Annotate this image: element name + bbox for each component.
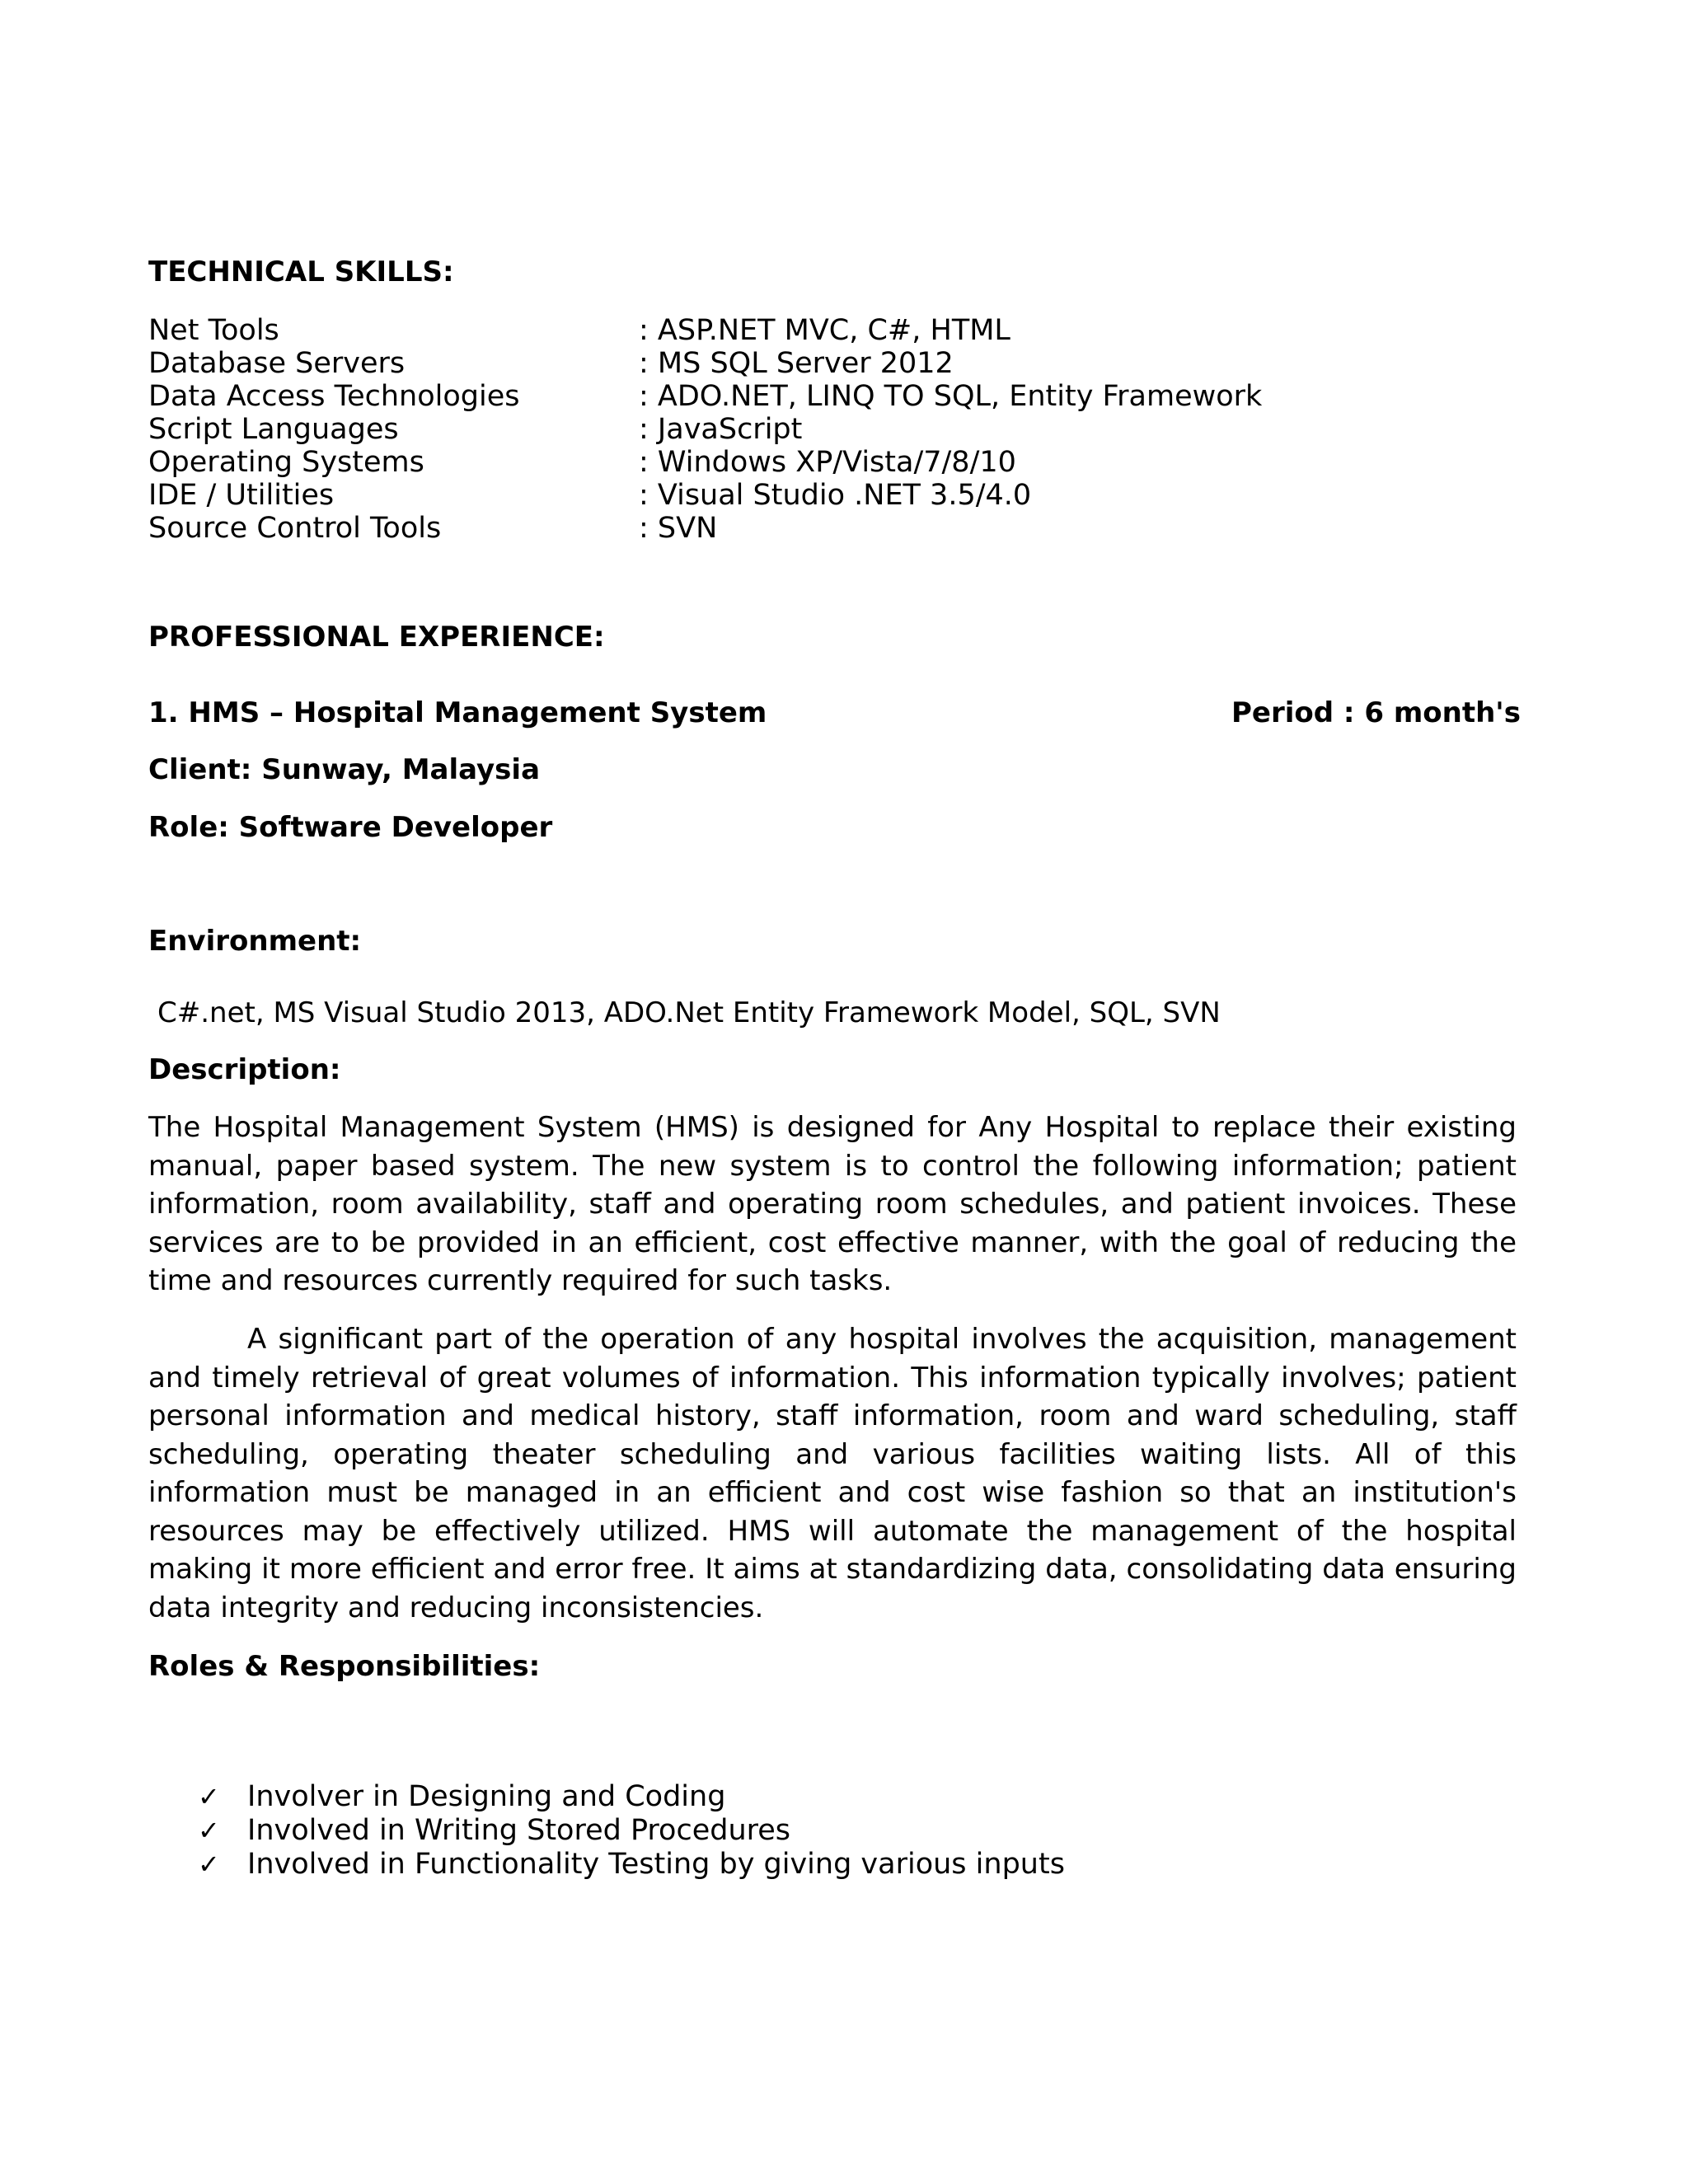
responsibility-text: Involved in Writing Stored Procedures (247, 1814, 791, 1847)
skill-label: Data Access Technologies (148, 380, 520, 413)
description-paragraph: A significant part of the operation of any hospital involves the acquisition, management and timely retrieval of great volumes of information. This information typically involves; patient personal information and medical history, staff information, room and ward scheduling, staff scheduling, operating theater scheduling and various facilities waiting lists. All of this information must be managed in an efficient and cost wise fashion so that an institution's resources may be effectively utilized. HMS will automate the management of the hospital making it more efficient and error free. It aims at standardizing data, consolidating data ensuring data integrity and reducing inconsistencies. (148, 1323, 1517, 1624)
technical-skills-heading: TECHNICAL SKILLS: (148, 255, 454, 288)
description-heading: Description: (148, 1053, 341, 1086)
project-title: 1. HMS – Hospital Management System (148, 696, 767, 729)
responsibility-text: Involver in Designing and Coding (247, 1780, 726, 1813)
project-period: Period : 6 month's (1231, 696, 1521, 729)
responsibilities-heading: Roles & Responsibilities: (148, 1650, 541, 1683)
skill-label: Net Tools (148, 314, 279, 347)
checkmark-icon: ✓ (198, 1781, 220, 1812)
skill-value: : ADO.NET, LINQ TO SQL, Entity Framework (639, 380, 1263, 413)
skill-value: : JavaScript (639, 413, 803, 446)
responsibility-text: Involved in Functionality Testing by giving various inputs (247, 1848, 1065, 1881)
skill-label: Source Control Tools (148, 512, 442, 545)
checkmark-icon: ✓ (198, 1849, 220, 1880)
list-item (198, 1848, 1065, 1882)
skill-value: : MS SQL Server 2012 (639, 347, 954, 380)
skill-value: : SVN (639, 512, 718, 545)
role-line: Role: Software Developer (148, 811, 553, 844)
list-item (198, 1780, 1065, 1814)
environment-heading: Environment: (148, 925, 362, 958)
responsibilities-list (198, 1780, 1065, 1882)
environment-text: C#.net, MS Visual Studio 2013, ADO.Net Entity Framework Model, SQL, SVN (157, 996, 1221, 1029)
skill-label: Script Languages (148, 413, 399, 446)
list-item (198, 1814, 1065, 1848)
professional-experience-heading: PROFESSIONAL EXPERIENCE: (148, 621, 605, 654)
skill-value: : Visual Studio .NET 3.5/4.0 (639, 479, 1032, 512)
skill-label: Operating Systems (148, 446, 424, 479)
skill-label: IDE / Utilities (148, 479, 335, 512)
skill-value: : Windows XP/Vista/7/8/10 (639, 446, 1016, 479)
client-line: Client: Sunway, Malaysia (148, 753, 541, 786)
skill-label: Database Servers (148, 347, 406, 380)
checkmark-icon: ✓ (198, 1815, 220, 1846)
skill-value: : ASP.NET MVC, C#, HTML (639, 314, 1010, 347)
description-paragraph: The Hospital Management System (HMS) is designed for Any Hospital to replace their existing manual, paper based system. The new system is to control the following information; patient information, room availability, staff and operating room schedules, and patient invoices. These services are to be provided in an efficient, cost effective manner, with the goal of reducing the time and resources currently required for such tasks. (148, 1111, 1517, 1297)
